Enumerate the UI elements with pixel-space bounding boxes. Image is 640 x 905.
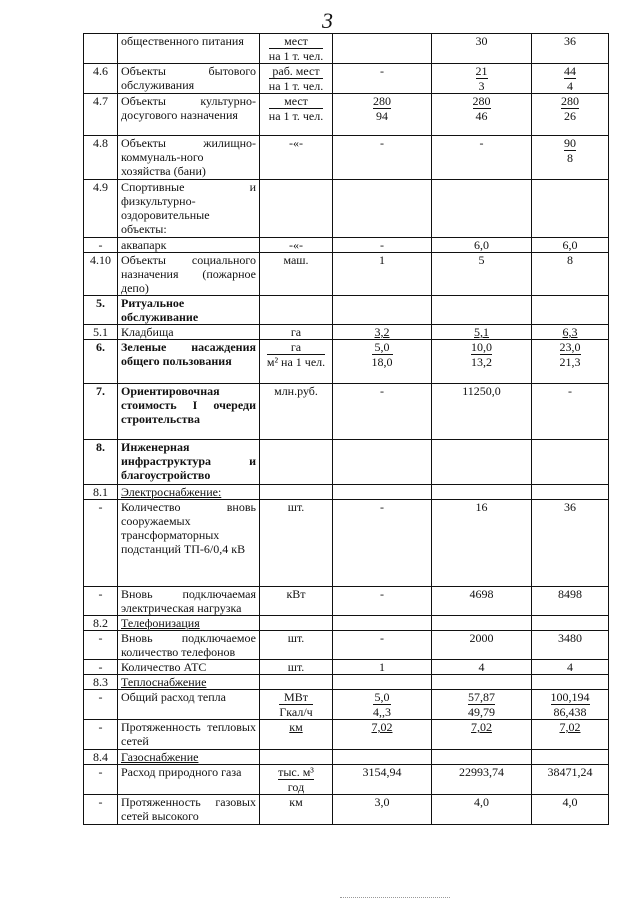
value-stage-2 (432, 500, 532, 587)
value-denominator: 18,0 (371, 355, 393, 369)
value-text: 7,02 (559, 720, 581, 734)
value-text: 1 (379, 253, 385, 267)
row-number: - (84, 660, 118, 675)
unit-denominator: Гкал/ч (279, 705, 313, 719)
indicator-name (118, 296, 260, 325)
table-row (84, 136, 609, 180)
value-text: 4,0 (562, 795, 578, 809)
table-row (84, 587, 609, 616)
value-stage-1 (333, 34, 432, 64)
value-fraction (551, 690, 590, 719)
value-text: - (380, 587, 384, 601)
indicator-name (118, 631, 260, 660)
row-number: 7. (84, 384, 118, 440)
value-stage-1 (333, 136, 432, 180)
indicator-label: Теплоснабжение (121, 675, 207, 689)
value-stage-2 (432, 660, 532, 675)
value-fraction (372, 340, 393, 369)
unit-cell (260, 690, 333, 720)
unit-text: кВт (286, 587, 306, 601)
value-text: 30 (475, 34, 488, 48)
indicator-name (118, 660, 260, 675)
unit-denominator: на 1 т. чел. (268, 109, 324, 123)
value-stage-1 (333, 238, 432, 253)
row-number: 8.2 (84, 616, 118, 631)
value-stage-1 (333, 765, 432, 795)
unit-fraction (269, 34, 323, 63)
indicator-label: Объекты социального назначения (пожарное депо) (121, 253, 256, 295)
value-stage-2 (432, 587, 532, 616)
row-number: - (84, 795, 118, 825)
value-stage-1 (333, 631, 432, 660)
unit-text: млн.руб. (274, 384, 318, 398)
value-stage-2 (432, 180, 532, 238)
unit-text: шт. (287, 500, 305, 514)
table-row (84, 238, 609, 253)
value-stage-3 (532, 64, 609, 94)
value-stage-2 (432, 238, 532, 253)
unit-fraction (278, 765, 314, 794)
value-stage-2 (432, 616, 532, 631)
indicator-name (118, 64, 260, 94)
value-stage-1 (333, 500, 432, 587)
table-row (84, 631, 609, 660)
value-stage-1 (333, 440, 432, 485)
value-stage-3 (532, 296, 609, 325)
indicator-name (118, 384, 260, 440)
unit-cell (260, 750, 333, 765)
value-text: - (380, 631, 384, 645)
indicator-label: Объекты бытового обслуживания (121, 64, 256, 92)
table-row (84, 340, 609, 384)
value-stage-1 (333, 795, 432, 825)
row-number: 4.8 (84, 136, 118, 180)
unit-cell (260, 631, 333, 660)
value-text: - (568, 384, 572, 398)
indicator-name (118, 690, 260, 720)
unit-cell (260, 675, 333, 690)
value-stage-2 (432, 34, 532, 64)
value-stage-3 (532, 750, 609, 765)
value-stage-3 (532, 34, 609, 64)
value-stage-2 (432, 720, 532, 750)
indicator-name (118, 253, 260, 296)
value-text: 4,0 (474, 795, 489, 809)
value-stage-2 (432, 340, 532, 384)
row-number: 8. (84, 440, 118, 485)
value-numerator: 280 (373, 94, 391, 108)
value-fraction (373, 690, 391, 719)
value-stage-3 (532, 340, 609, 384)
value-text: - (380, 238, 384, 252)
value-stage-1 (333, 64, 432, 94)
table-row (84, 750, 609, 765)
indicator-label: Вновь подключаемое количество телефонов (121, 631, 256, 659)
value-fraction (564, 136, 576, 165)
value-stage-1 (333, 325, 432, 340)
unit-numerator: МВт (279, 690, 312, 705)
value-text: 6,0 (474, 238, 489, 252)
value-text: 2000 (469, 631, 494, 645)
row-number: 5.1 (84, 325, 118, 340)
value-text: - (380, 136, 384, 150)
indicator-label: общественного питания (121, 34, 244, 48)
table-row (84, 253, 609, 296)
indicator-name (118, 500, 260, 587)
value-stage-3 (532, 384, 609, 440)
value-stage-1 (333, 750, 432, 765)
value-denominator: 49,79 (468, 705, 495, 719)
value-text: 5 (478, 253, 485, 267)
value-text: 36 (564, 34, 576, 48)
row-number: 6. (84, 340, 118, 384)
unit-cell (260, 500, 333, 587)
unit-text: маш. (283, 253, 309, 267)
table-row (84, 616, 609, 631)
unit-cell (260, 34, 333, 64)
unit-cell (260, 94, 333, 136)
value-text: 5,1 (474, 325, 489, 339)
indicator-label: Объекты жилищно-коммуналь-ного хозяйства (бани) (121, 136, 256, 178)
value-fraction (564, 64, 576, 93)
indicator-label: Количество вновь сооружаемых трансформаторных подстанций ТП-6/0,4 кВ (121, 500, 256, 556)
table-row (84, 690, 609, 720)
unit-numerator: га (267, 340, 325, 355)
value-stage-2 (432, 631, 532, 660)
value-stage-3 (532, 675, 609, 690)
value-numerator: 10,0 (471, 340, 492, 354)
unit-numerator: мест (269, 94, 323, 109)
value-denominator: 4 (567, 79, 573, 93)
value-text: - (380, 64, 384, 78)
unit-fraction (269, 94, 323, 123)
row-number: 8.4 (84, 750, 118, 765)
value-stage-3 (532, 440, 609, 485)
unit-cell (260, 238, 333, 253)
value-text: 36 (564, 500, 576, 514)
indicator-name (118, 136, 260, 180)
value-stage-3 (532, 325, 609, 340)
value-stage-3 (532, 253, 609, 296)
value-stage-3 (532, 720, 609, 750)
indicator-label: Общий расход тепла (121, 690, 226, 704)
value-numerator: 5,0 (374, 690, 390, 704)
table-row (84, 720, 609, 750)
table-row (84, 795, 609, 825)
value-text: 3,2 (374, 325, 390, 339)
unit-numerator: тыс. м³ (278, 765, 314, 779)
value-text: 3480 (558, 631, 582, 645)
unit-cell (260, 795, 333, 825)
table-row (84, 180, 609, 238)
indicator-label: аквапарк (121, 238, 167, 252)
value-denominator: 4,,3 (373, 705, 391, 719)
value-numerator: 57,87 (468, 690, 495, 704)
indicator-label: Ориентировочная стоимость I очереди строительства (121, 384, 256, 426)
indicator-name (118, 440, 260, 485)
unit-text: км (289, 795, 303, 809)
value-stage-1 (333, 253, 432, 296)
value-stage-2 (432, 750, 532, 765)
value-stage-2 (432, 136, 532, 180)
value-denominator: 8 (567, 151, 573, 165)
value-fraction (560, 340, 581, 369)
value-text: 4 (567, 660, 573, 674)
unit-fraction (267, 340, 325, 369)
value-stage-3 (532, 631, 609, 660)
indicator-name (118, 325, 260, 340)
value-numerator: 23,0 (559, 340, 581, 354)
indicator-name (118, 180, 260, 238)
value-stage-2 (432, 296, 532, 325)
value-stage-1 (333, 485, 432, 500)
indicator-label: Ритуальное обслуживание (121, 296, 199, 324)
row-number: - (84, 631, 118, 660)
value-denominator: 46 (475, 109, 488, 123)
value-numerator: 44 (564, 64, 576, 78)
indicators-table (83, 33, 609, 825)
unit-cell (260, 587, 333, 616)
value-numerator: 90 (564, 136, 576, 150)
value-stage-1 (333, 720, 432, 750)
table-row (84, 500, 609, 587)
value-text: 6,0 (562, 238, 578, 252)
value-numerator: 5,0 (372, 340, 393, 355)
value-stage-1 (333, 616, 432, 631)
unit-fraction (279, 690, 312, 719)
value-numerator: 280 (561, 94, 579, 108)
unit-cell (260, 136, 333, 180)
unit-cell (260, 720, 333, 750)
value-stage-2 (432, 64, 532, 94)
value-stage-3 (532, 587, 609, 616)
value-text: 4 (478, 660, 485, 674)
value-stage-1 (333, 340, 432, 384)
value-text: 7,02 (371, 720, 393, 734)
unit-numerator: мест (269, 34, 323, 49)
row-number: 4.7 (84, 94, 118, 136)
value-stage-1 (333, 296, 432, 325)
value-text: 3,0 (374, 795, 390, 809)
value-text: 4698 (469, 587, 494, 601)
indicator-label: Вновь подключаемая электрическая нагрузка (121, 587, 256, 615)
indicator-label: Объекты культурно-досугового назначения (121, 94, 256, 122)
row-number: - (84, 500, 118, 587)
indicator-label: Газоснабжение (121, 750, 199, 764)
value-text: 38471,24 (547, 765, 593, 779)
indicator-name (118, 675, 260, 690)
value-stage-3 (532, 500, 609, 587)
value-stage-3 (532, 485, 609, 500)
page-number: 3 (322, 8, 333, 33)
value-numerator: 21 (475, 64, 488, 78)
table-row (84, 64, 609, 94)
indicator-label: Расход природного газа (121, 765, 242, 779)
value-stage-1 (333, 180, 432, 238)
value-text: - (479, 136, 484, 150)
unit-cell (260, 180, 333, 238)
table-row (84, 485, 609, 500)
value-stage-2 (432, 440, 532, 485)
table-row (84, 94, 609, 136)
value-fraction (476, 64, 488, 93)
table-row (84, 440, 609, 485)
table-row (84, 296, 609, 325)
unit-cell (260, 296, 333, 325)
unit-cell (260, 440, 333, 485)
value-fraction (471, 340, 492, 369)
unit-denominator: м² на 1 чел. (266, 355, 326, 369)
value-numerator: 280 (472, 94, 491, 108)
indicator-label: Телефонизация (121, 616, 200, 630)
value-denominator: 3 (478, 79, 485, 93)
unit-cell (260, 325, 333, 340)
indicator-label: Электроснабжение: (121, 485, 222, 499)
unit-denominator: на 1 т. чел. (268, 49, 324, 63)
indicator-name (118, 94, 260, 136)
unit-cell (260, 616, 333, 631)
value-stage-2 (432, 485, 532, 500)
value-stage-3 (532, 616, 609, 631)
scan-artifact (340, 897, 450, 902)
value-fraction (373, 94, 391, 123)
unit-cell (260, 485, 333, 500)
value-text: 1 (379, 660, 385, 674)
indicator-name (118, 720, 260, 750)
unit-text: -«- (289, 136, 303, 150)
indicator-label: Кладбища (121, 325, 174, 339)
value-denominator: 26 (564, 109, 576, 123)
indicator-label: Количество АТС (121, 660, 207, 674)
value-stage-2 (432, 795, 532, 825)
row-number: - (84, 238, 118, 253)
indicator-label: Инженерная инфраструктура и благоустройство (121, 440, 256, 482)
row-number: 4.10 (84, 253, 118, 296)
value-fraction (561, 94, 579, 123)
value-stage-1 (333, 384, 432, 440)
value-stage-1 (333, 690, 432, 720)
unit-cell (260, 384, 333, 440)
value-stage-3 (532, 765, 609, 795)
table-row (84, 660, 609, 675)
table-row (84, 765, 609, 795)
row-number: - (84, 587, 118, 616)
unit-text: -«- (289, 238, 303, 252)
value-stage-2 (432, 675, 532, 690)
value-text: 6,3 (562, 325, 578, 339)
indicator-name (118, 340, 260, 384)
value-text: - (380, 500, 384, 514)
row-number: 8.1 (84, 485, 118, 500)
table-row (84, 34, 609, 64)
row-number: 4.6 (84, 64, 118, 94)
indicator-name (118, 485, 260, 500)
unit-text: км (289, 720, 303, 734)
value-stage-2 (432, 765, 532, 795)
value-stage-3 (532, 690, 609, 720)
value-denominator: 13,2 (471, 355, 492, 369)
unit-cell (260, 765, 333, 795)
value-text: 8 (567, 253, 573, 267)
unit-cell (260, 660, 333, 675)
row-number: - (84, 720, 118, 750)
row-number: - (84, 765, 118, 795)
value-stage-2 (432, 325, 532, 340)
unit-text: га (290, 325, 302, 339)
value-fraction (473, 94, 491, 123)
indicator-name (118, 238, 260, 253)
value-stage-3 (532, 94, 609, 136)
indicator-name (118, 765, 260, 795)
value-text: 8498 (558, 587, 582, 601)
unit-text: шт. (287, 631, 305, 645)
indicator-name (118, 587, 260, 616)
table-row (84, 384, 609, 440)
indicator-label: Зеленые насаждения общего пользования (121, 340, 256, 368)
value-text: 7,02 (471, 720, 492, 734)
value-stage-2 (432, 94, 532, 136)
value-denominator: 94 (376, 109, 388, 123)
row-number: 8.3 (84, 675, 118, 690)
value-stage-1 (333, 587, 432, 616)
row-number: 4.9 (84, 180, 118, 238)
value-stage-2 (432, 690, 532, 720)
value-text: 11250,0 (462, 384, 501, 398)
value-text: 16 (475, 500, 488, 514)
unit-cell (260, 340, 333, 384)
indicator-name (118, 616, 260, 631)
value-stage-2 (432, 253, 532, 296)
value-stage-1 (333, 94, 432, 136)
unit-cell (260, 253, 333, 296)
indicator-label: Спортивные и физкультурно-оздоровительные объекты: (121, 180, 256, 236)
unit-numerator: раб. мест (269, 64, 323, 79)
row-number: 5. (84, 296, 118, 325)
row-number: - (84, 690, 118, 720)
value-stage-2 (432, 384, 532, 440)
value-text: - (380, 384, 384, 398)
indicator-label: Протяженность тепловых сетей (121, 720, 256, 748)
unit-denominator: на 1 т. чел. (268, 79, 324, 93)
indicator-name (118, 34, 260, 64)
value-stage-3 (532, 660, 609, 675)
indicator-name (118, 795, 260, 825)
value-denominator: 21,3 (559, 355, 581, 369)
unit-text: шт. (287, 660, 305, 674)
value-numerator: 100,194 (550, 690, 590, 704)
value-stage-3 (532, 795, 609, 825)
value-text: 3154,94 (362, 765, 402, 779)
value-fraction (468, 690, 495, 719)
table-row (84, 325, 609, 340)
row-number (84, 34, 118, 64)
value-stage-1 (333, 660, 432, 675)
value-stage-3 (532, 180, 609, 238)
unit-cell (260, 64, 333, 94)
indicator-name (118, 750, 260, 765)
indicator-label: Протяженность газовых сетей высокого (121, 795, 256, 823)
unit-denominator: год (287, 780, 305, 794)
unit-fraction (269, 64, 323, 93)
value-denominator: 86,438 (553, 705, 587, 719)
value-stage-3 (532, 238, 609, 253)
value-text: 22993,74 (459, 765, 504, 779)
value-stage-3 (532, 136, 609, 180)
table-row (84, 675, 609, 690)
value-stage-1 (333, 675, 432, 690)
